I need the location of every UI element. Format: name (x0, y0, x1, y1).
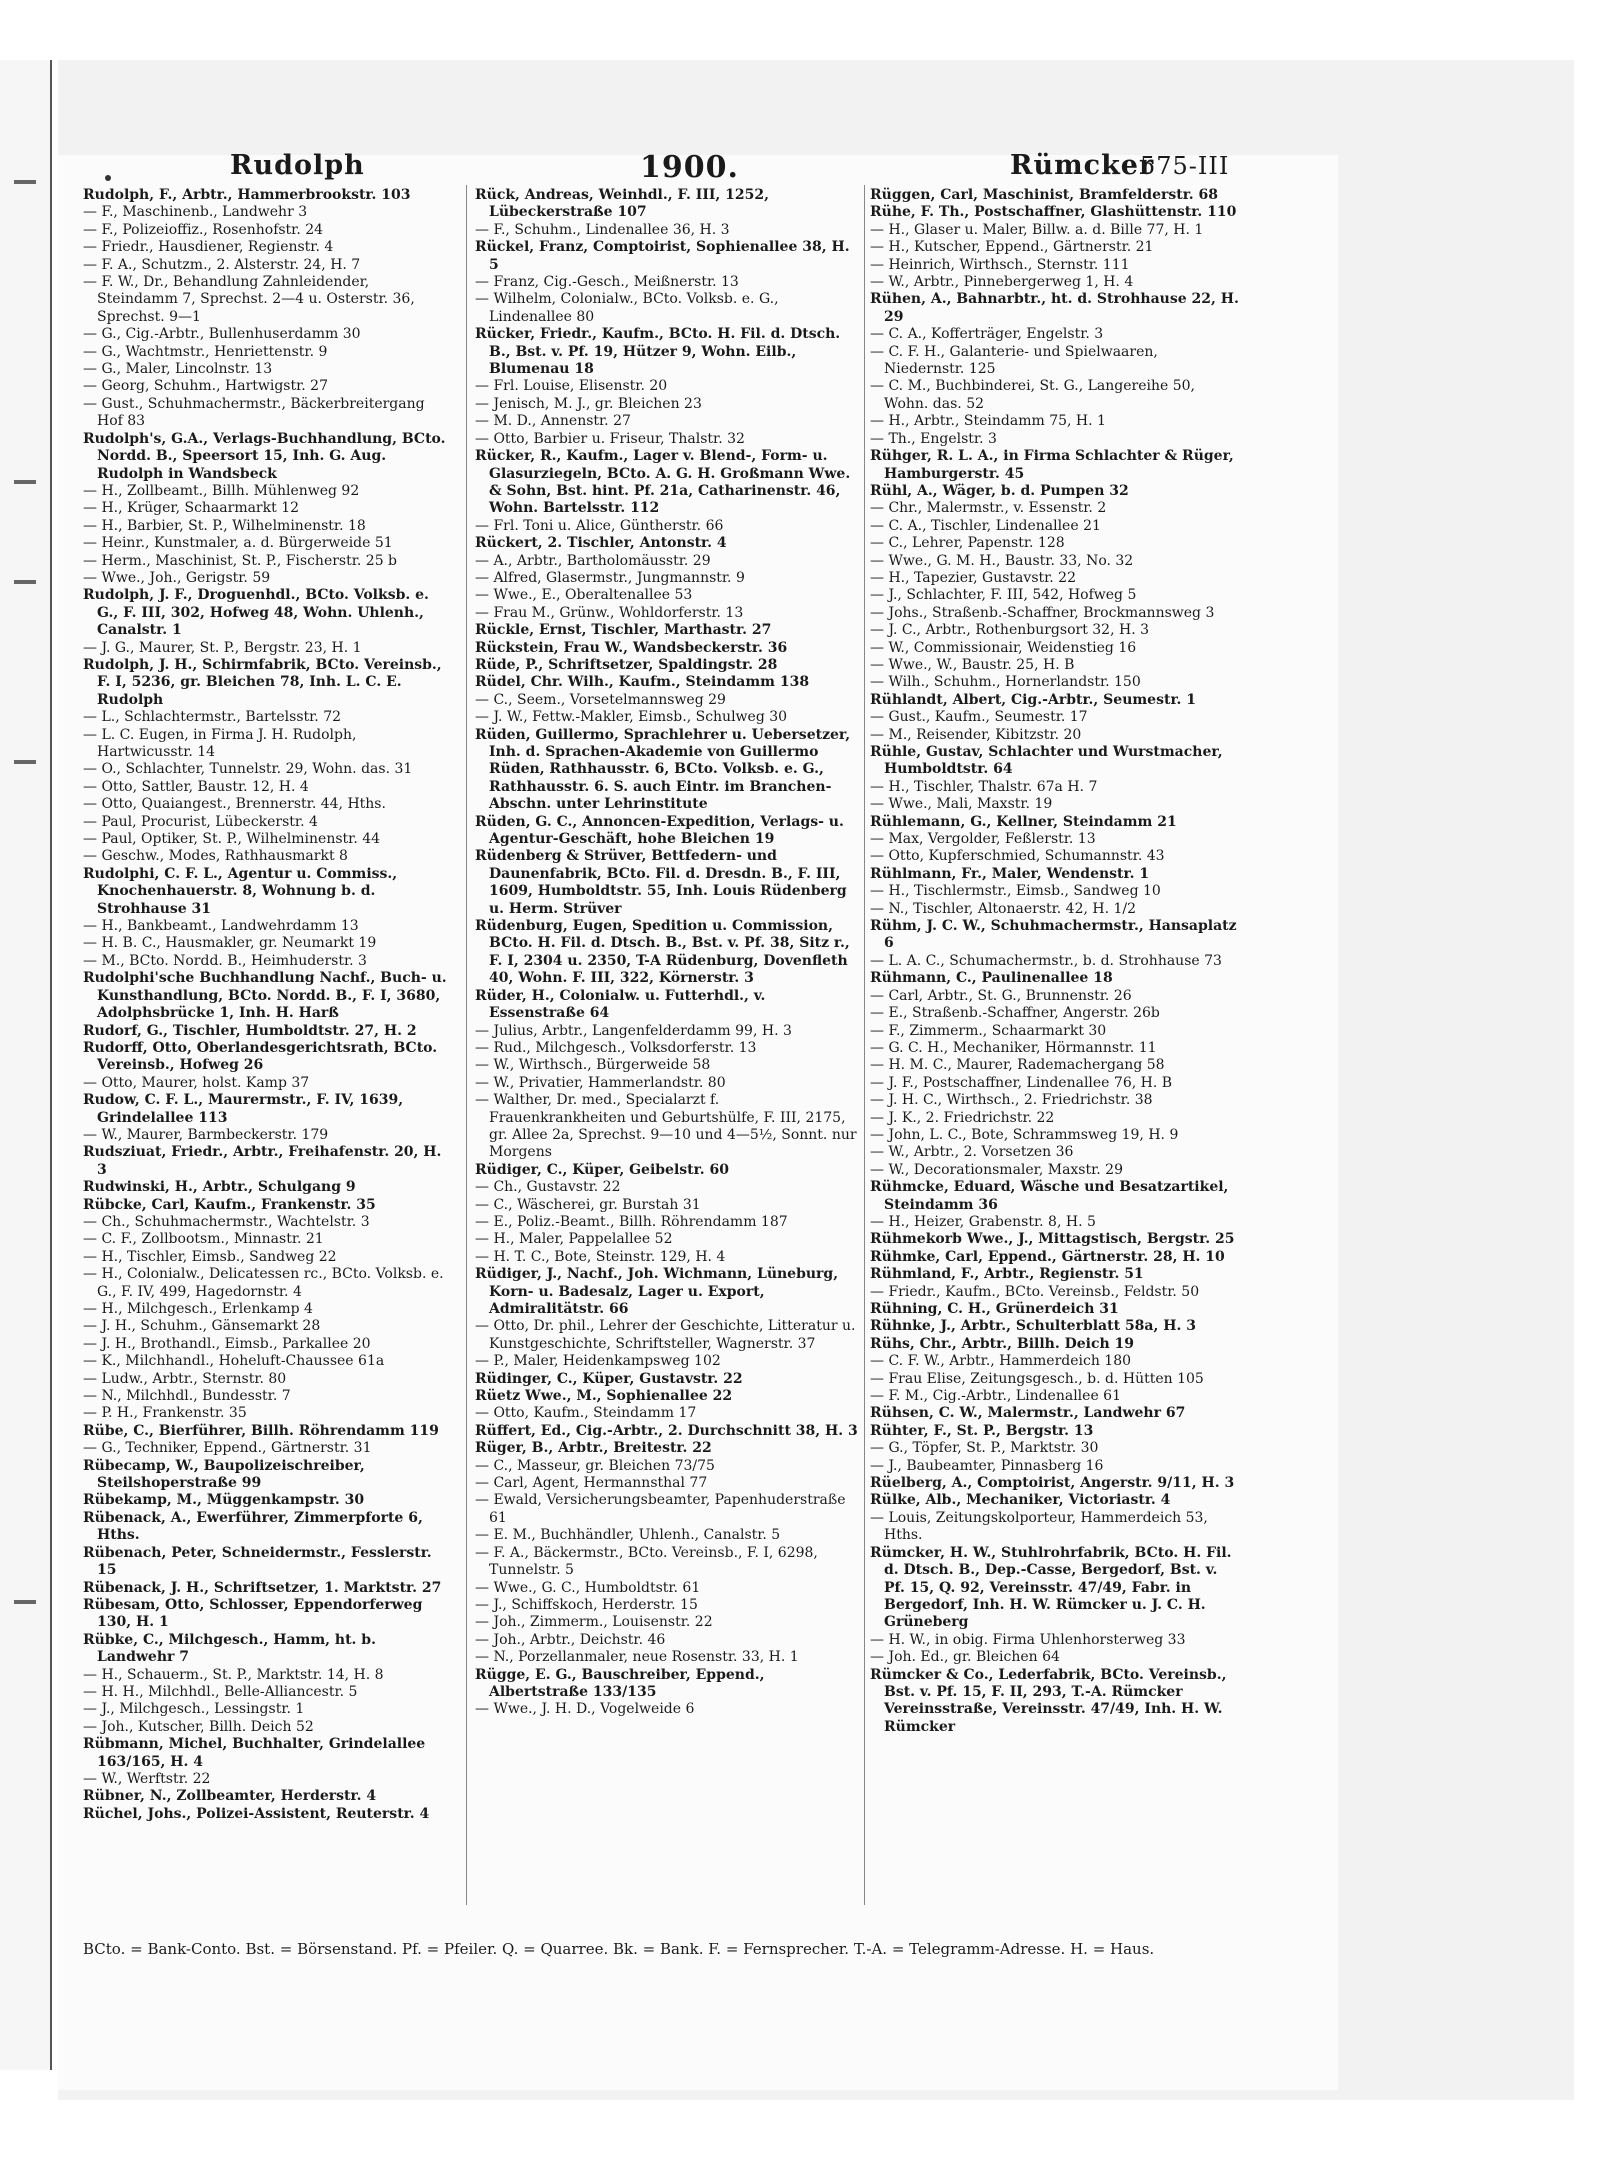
directory-entry: Rückle, Ernst, Tischler, Marthastr. 27 (475, 622, 772, 639)
directory-entry: — H., Maler, Pappelallee 52 (475, 1231, 673, 1248)
directory-entry: — J., Milchgesch., Lessingstr. 1 (83, 1701, 305, 1718)
directory-entry: — Herm., Maschinist, St. P., Fischerstr. 25 b (83, 552, 398, 569)
directory-entry: Rüden, Guillermo, Sprachlehrer u. Uebersetzer, Inh. d. Sprachen-Akademie von Guillermo Rüden, Rathhausstr. 6, BCto. Volksb. e. G., Rathhausstr. 6. S. auch Eintr. im Branchen-Abschn. unter Lehrinstitute (475, 726, 851, 813)
directory-entry: — W., Privatier, Hammerlandstr. 80 (475, 1074, 726, 1091)
directory-entry: — Frl. Toni u. Alice, Güntherstr. 66 (475, 517, 724, 534)
directory-entry: Rübecamp, W., Baupolizeischreiber, Steilshoperstraße 99 (83, 1457, 365, 1492)
directory-entry: Rübmann, Michel, Buchhalter, Grindelallee 163/165, H. 4 (83, 1736, 426, 1770)
directory-entry: Rück, Andreas, Weinhdl., F. III, 1252, Lübeckerstraße 107 (475, 187, 770, 221)
directory-entry: — Rud., Milchgesch., Volksdorferstr. 13 (475, 1039, 757, 1056)
directory-entry: — H., Tischler, Thalstr. 67a H. 7 (870, 778, 1098, 795)
directory-entry: — Ludw., Arbtr., Sternstr. 80 (83, 1370, 287, 1387)
directory-entry: — H., Glaser u. Maler, Billw. a. d. Bille 77, H. 1 (870, 221, 1204, 238)
directory-entry: — Otto, Sattler, Baustr. 12, H. 4 (83, 778, 309, 795)
directory-entry: Rüger, B., Arbtr., Breitestr. 22 (475, 1440, 712, 1457)
directory-entry: Rudorff, Otto, Oberlandesgerichtsrath, BCto. Vereinsb., Hofweg 26 (83, 1039, 438, 1074)
directory-entry: — H. W., in obig. Firma Uhlenhorsterweg 33 (870, 1631, 1186, 1648)
directory-entry: — Johs., Straßenb.-Schaffner, Brockmannsweg 3 (870, 604, 1215, 621)
directory-entry: — J. W., Fettw.-Makler, Eimsb., Schulweg 30 (475, 709, 788, 726)
directory-entry: — N., Tischler, Altonaerstr. 42, H. 1/2 (870, 900, 1137, 917)
directory-entry: — G., Wachtmstr., Henriettenstr. 9 (83, 343, 328, 360)
directory-entry: Rühm, J. C. W., Schuhmachermstr., Hansaplatz 6 (870, 918, 1237, 952)
directory-entry: — Th., Engelstr. 3 (870, 430, 997, 447)
directory-entry: — C. F. W., Arbtr., Hammerdeich 180 (870, 1353, 1132, 1370)
directory-entry: Rüdiger, C., Küper, Geibelstr. 60 (475, 1161, 729, 1178)
directory-entry: Rudolph, J. H., Schirmfabrik, BCto. Vereinsb., F. I, 5236, gr. Bleichen 78, Inh. L. C. E. Rudolph (83, 656, 442, 708)
directory-entry: — H. M. C., Maurer, Rademachergang 58 (870, 1057, 1165, 1074)
directory-entry: — H., Krüger, Schaarmarkt 12 (83, 500, 300, 517)
directory-entry: — Gust., Schuhmachermstr., Bäckerbreitergang Hof 83 (83, 395, 425, 430)
directory-entry: — H. B. C., Hausmakler, gr. Neumarkt 19 (83, 935, 377, 952)
directory-entry: Rübekamp, M., Müggenkampstr. 30 (83, 1492, 365, 1509)
directory-column-middle (475, 187, 860, 1907)
directory-entry: Rudwinski, H., Arbtr., Schulgang 9 (83, 1179, 356, 1196)
directory-entry: Rühe, F. Th., Postschaffner, Glashüttenstr. 110 (870, 204, 1237, 221)
directory-entry: — Wwe., W., Baustr. 25, H. B (870, 656, 1075, 673)
directory-entry: — Wwe., Joh., Gerigstr. 59 (83, 569, 271, 586)
directory-entry: — J. H., Schuhm., Gänsemarkt 28 (83, 1318, 321, 1335)
directory-entry: Rühmcke, Eduard, Wäsche und Besatzartikel, Steindamm 36 (870, 1179, 1229, 1213)
directory-entry: — H., Tapezier, Gustavstr. 22 (870, 569, 1076, 586)
directory-entry: — Carl, Agent, Hermannsthal 77 (475, 1475, 708, 1492)
directory-entry: Rühlemann, G., Kellner, Steindamm 21 (870, 813, 1177, 830)
directory-entry: — H., Barbier, St. P., Wilhelminenstr. 18 (83, 517, 366, 534)
directory-entry: — Georg, Schuhm., Hartwigstr. 27 (83, 378, 328, 395)
right-running-head: Rümcker (1010, 150, 1155, 181)
directory-entry: — Otto, Dr. phil., Lehrer der Geschichte, Litteratur u. Kunstgeschichte, Schriftsteller, Wagnerstr. 37 (475, 1318, 856, 1352)
directory-entry: — Frl. Louise, Elisenstr. 20 (475, 378, 668, 395)
directory-entry: Rüdinger, C., Küper, Gustavstr. 22 (475, 1370, 743, 1387)
directory-entry: — F., Zimmerm., Schaarmarkt 30 (870, 1022, 1107, 1039)
directory-entry: Rüder, H., Colonialw. u. Futterhdl., v. Essenstraße 64 (475, 987, 766, 1022)
directory-entry: — L., Schlachtermstr., Bartelsstr. 72 (83, 709, 342, 726)
directory-entry: — Otto, Maurer, holst. Kamp 37 (83, 1074, 310, 1091)
directory-entry: Rübenack, A., Ewerführer, Zimmerpforte 6, Hths. (83, 1509, 423, 1544)
directory-entry: Rückel, Franz, Comptoirist, Sophienallee 38, H. 5 (475, 239, 850, 273)
directory-entry: — Paul, Procurist, Lübeckerstr. 4 (83, 813, 318, 830)
directory-entry: Rüde, P., Schriftsetzer, Spaldingstr. 28 (475, 656, 778, 673)
directory-entry: — H. H., Milchhdl., Belle-Alliancestr. 5 (83, 1683, 358, 1700)
directory-entry: — F., Schuhm., Lindenallee 36, H. 3 (475, 221, 730, 238)
directory-entry: Rudolph, J. F., Droguenhdl., BCto. Volksb. e. G., F. III, 302, Hofweg 48, Wohn. Uhlenh., Canalstr. 1 (83, 587, 429, 639)
directory-entry: Rüffert, Ed., Cig.-Arbtr., 2. Durchschnitt 38, H. 3 (475, 1422, 858, 1439)
directory-entry: Rühnke, J., Arbtr., Schulterblatt 58a, H. 3 (870, 1318, 1196, 1335)
directory-entry: Rühsen, C. W., Malermstr., Landwehr 67 (870, 1405, 1186, 1422)
directory-entry: — W., Werftstr. 22 (83, 1770, 211, 1787)
column-divider (466, 185, 467, 1905)
directory-entry: — C., Seem., Vorsetelmannsweg 29 (475, 691, 726, 708)
directory-entry: — G., Techniker, Eppend., Gärtnerstr. 31 (83, 1440, 372, 1457)
abbreviation-legend: BCto. = Bank-Conto. Bst. = Börsenstand. Pf. = Pfeiler. Q. = Quarree. Bk. = Bank. F. = Fernsprecher. T.-A. = Telegramm-Adresse. H. = Haus. (83, 1940, 1155, 1958)
directory-entry: Rübe, C., Bierführer, Billh. Röhrendamm 119 (83, 1422, 439, 1439)
directory-entry: — C. A., Kofferträger, Engelstr. 3 (870, 326, 1104, 343)
directory-entry: — Jenisch, M. J., gr. Bleichen 23 (475, 395, 702, 412)
directory-entry: — H., Tischlermstr., Eimsb., Sandweg 10 (870, 883, 1161, 900)
directory-entry: — Friedr., Kaufm., BCto. Vereinsb., Feldstr. 50 (870, 1283, 1200, 1300)
directory-entry: Rudolph's, G.A., Verlags-Buchhandlung, BCto. Nordd. B., Speersort 15, Inh. G. Aug. Rudolph in Wandsbeck (83, 430, 446, 482)
directory-entry: — C. F., Zollbootsm., Minnastr. 21 (83, 1231, 324, 1248)
directory-entry: — Joh., Arbtr., Deichstr. 46 (475, 1631, 666, 1648)
directory-entry: — C., Masseur, gr. Bleichen 73/75 (475, 1457, 715, 1474)
directory-entry: — Carl, Arbtr., St. G., Brunnenstr. 26 (870, 987, 1132, 1004)
directory-entry: Rühter, F., St. P., Bergstr. 13 (870, 1422, 1094, 1439)
directory-entry: Rücker, R., Kaufm., Lager v. Blend-, Form- u. Glasurziegeln, BCto. A. G. H. Großmann Wwe. & Sohn, Bst. hint. Pf. 21a, Catharinenstr. 46, Wohn. Bartelsstr. 112 (475, 448, 851, 517)
directory-entry: — Otto, Quaiangest., Brennerstr. 44, Hths. (83, 796, 386, 813)
directory-entry: Rüelberg, A., Comptoirist, Angerstr. 9/11, H. 3 (870, 1475, 1235, 1492)
directory-entry: — Joh., Kutscher, Billh. Deich 52 (83, 1718, 314, 1735)
directory-entry: — C., Lehrer, Papenstr. 128 (870, 535, 1065, 552)
directory-entry: — C. A., Tischler, Lindenallee 21 (870, 517, 1101, 534)
directory-entry: Rübesam, Otto, Schlosser, Eppendorferweg 130, H. 1 (83, 1596, 423, 1631)
directory-entry: — John, L. C., Bote, Schrammsweg 19, H. 9 (870, 1126, 1179, 1143)
directory-entry: — Heinr., Kunstmaler, a. d. Bürgerweide 51 (83, 535, 393, 552)
directory-entry: — W., Decorationsmaler, Maxstr. 29 (870, 1161, 1123, 1178)
directory-entry: — E., Poliz.-Beamt., Billh. Röhrendamm 187 (475, 1213, 788, 1230)
directory-entry: — P. H., Frankenstr. 35 (83, 1405, 247, 1422)
directory-entry: Rülke, Alb., Mechaniker, Victoriastr. 4 (870, 1492, 1171, 1509)
directory-entry: — Joh., Zimmerm., Louisenstr. 22 (475, 1614, 713, 1631)
directory-entry: — Paul, Optiker, St. P., Wilhelminenstr. 44 (83, 831, 381, 848)
previous-page-edge (0, 60, 52, 2070)
directory-entry: — Ewald, Versicherungsbeamter, Papenhuderstraße 61 (475, 1492, 846, 1526)
directory-entry: Rühning, C. H., Grünerdeich 31 (870, 1301, 1119, 1317)
directory-entry: — F. A., Bäckermstr., BCto. Vereinsb., F. I, 6298, Tunnelstr. 5 (475, 1544, 818, 1579)
directory-entry: Rudsziuat, Friedr., Arbtr., Freihafenstr. 20, H. 3 (83, 1144, 442, 1178)
directory-entry: — F. M., Cig.-Arbtr., Lindenallee 61 (870, 1388, 1121, 1405)
column-divider (864, 185, 865, 1905)
directory-entry: Rüchel, Johs., Polizei-Assistent, Reuterstr. 4 (83, 1805, 430, 1822)
directory-entry: — J. H., Brothandl., Eimsb., Parkallee 20 (83, 1335, 371, 1352)
directory-entry: — Franz, Cig.-Gesch., Meißnerstr. 13 (475, 274, 739, 291)
directory-entry: — W., Commissionair, Weidenstieg 16 (870, 639, 1137, 656)
directory-entry: — Wilh., Schuhm., Hornerlandstr. 150 (870, 674, 1141, 691)
directory-entry: — H., Colonialw., Delicatessen rc., BCto. Volksb. e. G., F. IV, 499, Hagedornstr. 4 (83, 1266, 444, 1300)
directory-entry: — J. C., Arbtr., Rothenburgsort 32, H. 3 (870, 622, 1149, 639)
directory-entry: Rüggen, Carl, Maschinist, Bramfelderstr. 68 (870, 187, 1219, 203)
directory-entry: — Wilhelm, Colonialw., BCto. Volksb. e. G., Lindenallee 80 (475, 291, 779, 325)
directory-entry: — M. D., Annenstr. 27 (475, 413, 631, 430)
directory-entry: — F., Polizeioffiz., Rosenhofstr. 24 (83, 221, 324, 238)
left-running-head: Rudolph (230, 150, 365, 181)
directory-entry: — Wwe., J. H. D., Vogelweide 6 (475, 1701, 695, 1718)
directory-entry: — N., Porzellanmaler, neue Rosenstr. 33, H. 1 (475, 1649, 799, 1666)
directory-entry: — G., Cig.-Arbtr., Bullenhuserdamm 30 (83, 326, 361, 343)
directory-entry: — W., Arbtr., 2. Vorsetzen 36 (870, 1144, 1074, 1161)
directory-entry: Rühl, A., Wäger, b. d. Pumpen 32 (870, 482, 1129, 499)
directory-entry: — Louis, Zeitungskolporteur, Hammerdeich 53, Hths. (870, 1509, 1208, 1544)
directory-entry: Rüetz Wwe., M., Sophienallee 22 (475, 1388, 733, 1405)
directory-entry: — Heinrich, Wirthsch., Sternstr. 111 (870, 256, 1130, 273)
directory-entry: — H., Arbtr., Steindamm 75, H. 1 (870, 413, 1106, 430)
directory-entry: Rübner, N., Zollbeamter, Herderstr. 4 (83, 1788, 377, 1805)
directory-entry: Rügge, E. G., Bauschreiber, Eppend., Albertstraße 133/135 (475, 1666, 765, 1700)
directory-entry: — G., Maler, Lincolnstr. 13 (83, 361, 273, 378)
directory-entry: — H., Bankbeamt., Landwehrdamm 13 (83, 918, 359, 935)
directory-entry: Rücker, Friedr., Kaufm., BCto. H. Fil. d. Dtsch. B., Bst. v. Pf. 19, Hützer 9, Wohn. Eilb., Blumenau 18 (475, 326, 841, 378)
directory-entry: — E. M., Buchhändler, Uhlenh., Canalstr. 5 (475, 1527, 781, 1544)
directory-column-right (870, 187, 1240, 1907)
directory-entry: Rückstein, Frau W., Wandsbeckerstr. 36 (475, 639, 788, 656)
directory-entry: Rüdenberg & Strüver, Bettfedern- und Daunenfabrik, BCto. Fil. d. Dresdn. B., F. III, 1609, Humboldtstr. 55, Inh. Louis Rüdenberg u. Herm. Strüver (475, 848, 847, 917)
directory-entry: Rudow, C. F. L., Maurermstr., F. IV, 1639, Grindelallee 113 (83, 1092, 404, 1126)
directory-entry: — H., Zollbeamt., Billh. Mühlenweg 92 (83, 482, 360, 499)
directory-entry: — J. G., Maurer, St. P., Bergstr. 23, H. 1 (83, 639, 362, 656)
directory-entry: Rümcker, H. W., Stuhlrohrfabrik, BCto. H. Fil. d. Dtsch. B., Dep.-Casse, Bergedorf, Bst. v. Pf. 15, Q. 92, Vereinsstr. 47/49, Fabr. in Bergedorf, Inh. H. W. Rümcker u. J. C. H. Grüneberg (870, 1544, 1232, 1631)
directory-entry: — Wwe., G. M. H., Baustr. 33, No. 32 (870, 552, 1134, 569)
directory-column-left (83, 187, 453, 1907)
directory-entry: — Wwe., Mali, Maxstr. 19 (870, 796, 1053, 813)
directory-entry: — H., Kutscher, Eppend., Gärtnerstr. 21 (870, 239, 1154, 256)
directory-entry: — A., Arbtr., Bartholomäusstr. 29 (475, 552, 711, 569)
directory-entry: — Chr., Malermstr., v. Essenstr. 2 (870, 500, 1107, 517)
directory-entry: Rudolphi'sche Buchhandlung Nachf., Buch- u. Kunsthandlung, BCto. Nordd. B., F. I, 3680, Adolphsbrücke 1, Inh. H. Harß (83, 970, 447, 1022)
directory-entry: — Geschw., Modes, Rathhausmarkt 8 (83, 848, 348, 865)
directory-entry: Rümcker & Co., Lederfabrik, BCto. Vereinsb., Bst. v. Pf. 15, F. II, 293, T.-A. Rümcker Vereinsstraße, Vereinsstr. 47/49, Inh. H. W. Rümcker (870, 1666, 1227, 1735)
directory-entry: Rückert, 2. Tischler, Antonstr. 4 (475, 535, 727, 552)
year-heading: 1900. (640, 150, 739, 185)
directory-entry: — Gust., Kaufm., Seumestr. 17 (870, 709, 1088, 726)
directory-entry: — J. K., 2. Friedrichstr. 22 (870, 1109, 1055, 1126)
directory-entry: Rühlmann, Fr., Maler, Wendenstr. 1 (870, 865, 1150, 882)
directory-entry: Rüdel, Chr. Wilh., Kaufm., Steindamm 138 (475, 674, 810, 691)
directory-entry: Rübcke, Carl, Kaufm., Frankenstr. 35 (83, 1196, 376, 1213)
directory-entry: — H., Heizer, Grabenstr. 8, H. 5 (870, 1213, 1096, 1230)
directory-entry: — Max, Vergolder, Feßlerstr. 13 (870, 831, 1096, 848)
directory-entry: — P., Maler, Heidenkampsweg 102 (475, 1353, 721, 1370)
directory-entry: Rühle, Gustav, Schlachter und Wurstmacher, Humboldtstr. 64 (870, 744, 1223, 778)
directory-entry: Rühen, A., Bahnarbtr., ht. d. Strohhause 22, H. 29 (870, 291, 1239, 325)
directory-entry: Rüden, G. C., Annoncen-Expedition, Verlags- u. Agentur-Geschäft, hohe Bleichen 19 (475, 813, 844, 848)
page-number: 575-III (1140, 152, 1230, 180)
bullet-mark (105, 175, 111, 181)
directory-entry: — C. M., Buchbinderei, St. G., Langereihe 50, Wohn. das. 52 (870, 378, 1196, 412)
directory-entry: — F. A., Schutzm., 2. Alsterstr. 24, H. 7 (83, 256, 361, 273)
directory-entry: — G., Töpfer, St. P., Marktstr. 30 (870, 1440, 1099, 1457)
directory-entry: — Ch., Gustavstr. 22 (475, 1179, 621, 1196)
directory-entry: — G. C. H., Mechaniker, Hörmannstr. 11 (870, 1039, 1157, 1056)
directory-entry: — F. W., Dr., Behandlung Zahnleidender, Steindamm 7, Sprechst. 2—4 u. Osterstr. 36, Sprechst. 9—1 (83, 274, 415, 325)
directory-entry: Rudorf, G., Tischler, Humboldtstr. 27, H. 2 (83, 1022, 417, 1039)
directory-entry: — M., Reisender, Kibitzstr. 20 (870, 726, 1082, 743)
directory-entry: — J. F., Postschaffner, Lindenallee 76, H. B (870, 1074, 1173, 1091)
directory-entry: — F., Maschinenb., Landwehr 3 (83, 204, 308, 221)
directory-entry: — Ch., Schuhmachermstr., Wachtelstr. 3 (83, 1213, 370, 1230)
directory-entry: Rühmland, F., Arbtr., Regienstr. 51 (870, 1266, 1144, 1283)
directory-entry: — C., Wäscherei, gr. Burstah 31 (475, 1196, 701, 1213)
directory-entry: — J., Schiffskoch, Herderstr. 15 (475, 1596, 698, 1613)
directory-entry: Rühmekorb Wwe., J., Mittagstisch, Bergstr. 25 (870, 1231, 1235, 1248)
directory-entry: — H., Milchgesch., Erlenkamp 4 (83, 1301, 313, 1317)
directory-entry: — Frau M., Grünw., Wohldorferstr. 13 (475, 604, 744, 621)
directory-entry: Rühmann, C., Paulinenallee 18 (870, 970, 1113, 987)
directory-entry: Rübenack, J. H., Schriftsetzer, 1. Marktstr. 27 (83, 1579, 442, 1596)
directory-entry: — J., Baubeamter, Pinnasberg 16 (870, 1457, 1104, 1474)
directory-entry: — J., Schlachter, F. III, 542, Hofweg 5 (870, 587, 1137, 604)
directory-entry: — M., BCto. Nordd. B., Heimhuderstr. 3 (83, 952, 367, 969)
directory-entry: — H., Schauerm., St. P., Marktstr. 14, H. 8 (83, 1666, 384, 1683)
directory-entry: — Julius, Arbtr., Langenfelderdamm 99, H. 3 (475, 1022, 792, 1039)
directory-entry: — W., Maurer, Barmbeckerstr. 179 (83, 1126, 329, 1143)
directory-entry: — Otto, Kaufm., Steindamm 17 (475, 1405, 697, 1422)
directory-entry: — J. H. C., Wirthsch., 2. Friedrichstr. 38 (870, 1092, 1153, 1109)
directory-entry: — Otto, Barbier u. Friseur, Thalstr. 32 (475, 430, 745, 447)
directory-entry: — Frau Elise, Zeitungsgesch., b. d. Hütten 105 (870, 1370, 1204, 1387)
directory-entry: — H. T. C., Bote, Steinstr. 129, H. 4 (475, 1248, 726, 1265)
directory-entry: — W., Wirthsch., Bürgerweide 58 (475, 1057, 711, 1074)
directory-entry: — Wwe., G. C., Humboldtstr. 61 (475, 1579, 701, 1596)
directory-entry: — Wwe., E., Oberaltenallee 53 (475, 587, 693, 604)
directory-entry: — C. F. H., Galanterie- und Spielwaaren, Niedernstr. 125 (870, 343, 1158, 378)
directory-entry: Rühmke, Carl, Eppend., Gärtnerstr. 28, H. 10 (870, 1248, 1225, 1265)
directory-entry: — Friedr., Hausdiener, Regienstr. 4 (83, 239, 334, 256)
directory-entry: Rübenach, Peter, Schneidermstr., Fesslerstr. 15 (83, 1544, 432, 1579)
directory-entry: — W., Arbtr., Pinnebergerweg 1, H. 4 (870, 274, 1134, 291)
directory-entry: — L. C. Eugen, in Firma J. H. Rudolph, Hartwicusstr. 14 (83, 726, 357, 760)
directory-entry: — Otto, Kupferschmied, Schumannstr. 43 (870, 848, 1165, 865)
directory-entry: Rüdiger, J., Nachf., Joh. Wichmann, Lüneburg, Korn- u. Badesalz, Lager u. Export, Admiralitätstr. 66 (475, 1266, 839, 1317)
directory-entry: — K., Milchhandl., Hoheluft-Chaussee 61a (83, 1353, 385, 1370)
directory-entry: Rühs, Chr., Arbtr., Billh. Deich 19 (870, 1335, 1135, 1352)
directory-entry: Rudolph, F., Arbtr., Hammerbrookstr. 103 (83, 187, 411, 203)
directory-entry: Rühger, R. L. A., in Firma Schlachter & Rüger, Hamburgerstr. 45 (870, 448, 1234, 482)
directory-entry: Rüdenburg, Eugen, Spedition u. Commission, BCto. H. Fil. d. Dtsch. B., Bst. v. Pf. 38, Sitz r., F. I, 2304 u. 2350, T-A Rüdenburg, Dovenfleth 40, Wohn. F. III, 322, Körnerstr. 3 (475, 918, 850, 987)
directory-entry: Rudolphi, C. F. L., Agentur u. Commiss., Knochenhauerstr. 8, Wohnung b. d. Strohhause 31 (83, 865, 398, 917)
directory-entry: — Joh. Ed., gr. Bleichen 64 (870, 1649, 1060, 1666)
directory-entry: — N., Milchhdl., Bundesstr. 7 (83, 1388, 291, 1405)
directory-entry: Rühlandt, Albert, Cig.-Arbtr., Seumestr. 1 (870, 691, 1197, 708)
directory-entry: — Alfred, Glasermstr., Jungmannstr. 9 (475, 569, 745, 586)
directory-entry: — E., Straßenb.-Schaffner, Angerstr. 26b (870, 1005, 1160, 1022)
directory-entry: — L. A. C., Schumachermstr., b. d. Strohhause 73 (870, 952, 1222, 969)
directory-entry: — H., Tischler, Eimsb., Sandweg 22 (83, 1248, 337, 1265)
directory-entry: Rübke, C., Milchgesch., Hamm, ht. b. Landwehr 7 (83, 1631, 376, 1666)
directory-entry: — O., Schlachter, Tunnelstr. 29, Wohn. das. 31 (83, 761, 413, 778)
directory-entry: — Walther, Dr. med., Specialarzt f. Frauenkrankheiten und Geburtshülfe, F. III, 2175, gr. Allee 2a, Sprechst. 9—10 und 4—5½, Sonnt. nur Morgens (475, 1092, 857, 1161)
